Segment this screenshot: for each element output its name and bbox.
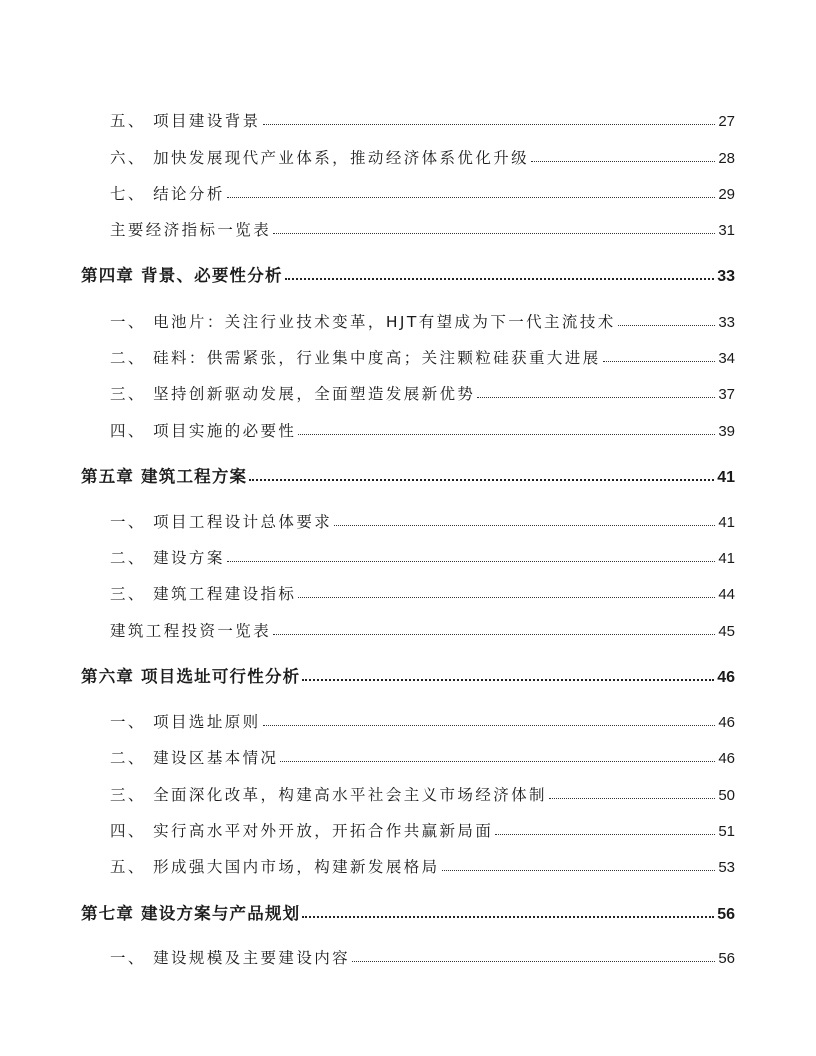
toc-chapter-7[interactable] <box>81 900 735 924</box>
toc-entry-innovation-driven[interactable] <box>110 382 735 404</box>
toc-entry-silicon-material[interactable] <box>110 346 735 368</box>
toc-page-number: 50 <box>718 787 735 804</box>
toc-page-number: 27 <box>718 113 735 130</box>
toc-entry-conclusion-analysis[interactable] <box>110 182 735 204</box>
dot-leader <box>302 915 714 918</box>
toc-page-number: 39 <box>718 423 735 440</box>
toc-entry-title: 一、 项目选址原则 <box>110 713 261 731</box>
toc-entry-title: 三、 全面深化改革，构建高水平社会主义市场经济体制 <box>110 786 547 804</box>
dot-leader <box>263 724 716 726</box>
toc-page-number: 53 <box>718 859 735 876</box>
toc-page-number: 34 <box>718 350 735 367</box>
toc-chapter-title: 第五章 建筑工程方案 <box>81 467 248 486</box>
toc-entry-construction-scale[interactable] <box>110 946 735 968</box>
dot-leader <box>334 524 715 526</box>
toc-page-number: 29 <box>718 186 735 203</box>
dot-leader <box>618 324 716 326</box>
toc-entry-title: 一、 电池片：关注行业技术变革，HJT有望成为下一代主流技术 <box>110 313 616 331</box>
toc-entry-title: 建筑工程投资一览表 <box>110 622 272 640</box>
dot-leader <box>273 232 715 234</box>
toc-page-number: 46 <box>718 714 735 731</box>
toc-chapter-title: 第六章 项目选址可行性分析 <box>81 667 301 686</box>
toc-entry-title: 六、 加快发展现代产业体系，推动经济体系优化升级 <box>110 149 530 167</box>
toc-entry-construction-investment-table[interactable] <box>110 619 735 641</box>
toc-entry-title: 四、 项目实施的必要性 <box>110 422 297 440</box>
dot-leader <box>549 797 715 799</box>
toc-page-number: 41 <box>718 550 735 567</box>
toc-chapter-5[interactable] <box>81 463 735 487</box>
dot-leader <box>298 433 715 435</box>
toc-entry-title: 三、 建筑工程建设指标 <box>110 585 297 603</box>
toc-page-number: 46 <box>718 750 735 767</box>
toc-entry-title: 一、 项目工程设计总体要求 <box>110 513 333 531</box>
toc-chapter-6[interactable] <box>81 663 735 687</box>
dot-leader <box>352 960 715 962</box>
toc-entry-project-background[interactable] <box>110 109 735 131</box>
toc-entry-title: 七、 结论分析 <box>110 185 225 203</box>
dot-leader <box>285 277 715 280</box>
dot-leader <box>495 833 715 835</box>
toc-page-number: 31 <box>718 222 735 239</box>
toc-entry-title: 二、 建设方案 <box>110 549 225 567</box>
dot-leader <box>227 560 716 562</box>
toc-page-number: 41 <box>718 514 735 531</box>
dot-leader <box>263 123 716 125</box>
dot-leader <box>302 678 714 681</box>
toc-entry-domestic-market[interactable] <box>110 855 735 877</box>
dot-leader <box>477 396 715 398</box>
toc-page-number: 33 <box>718 314 735 331</box>
toc-entry-area-basic-situation[interactable] <box>110 746 735 768</box>
dot-leader <box>249 478 714 481</box>
toc-entry-deepen-reform[interactable] <box>110 783 735 805</box>
toc-page-number: 28 <box>718 150 735 167</box>
dot-leader <box>442 869 716 871</box>
toc-page-number: 51 <box>718 823 735 840</box>
toc-entry-engineering-design-requirements[interactable] <box>110 510 735 532</box>
toc-page-number: 33 <box>717 268 735 285</box>
toc-entry-construction-plan[interactable] <box>110 546 735 568</box>
toc-entry-title: 二、 硅料：供需紧张，行业集中度高；关注颗粒硅获重大进展 <box>110 349 601 367</box>
toc-entry-opening-up[interactable] <box>110 819 735 841</box>
toc-page-number: 56 <box>718 950 735 967</box>
dot-leader <box>531 160 715 162</box>
toc-entry-title: 五、 形成强大国内市场，构建新发展格局 <box>110 858 440 876</box>
toc-entry-title: 四、 实行高水平对外开放，开拓合作共赢新局面 <box>110 822 494 840</box>
dot-leader <box>227 196 716 198</box>
toc-page-number: 46 <box>717 669 735 686</box>
toc-entry-title: 三、 坚持创新驱动发展，全面塑造发展新优势 <box>110 385 476 403</box>
toc-entry-economic-indicators-table[interactable] <box>110 218 735 240</box>
toc-entry-title: 二、 建设区基本情况 <box>110 749 279 767</box>
toc-entry-construction-indicators[interactable] <box>110 582 735 604</box>
toc-page-number: 41 <box>717 469 735 486</box>
toc-entry-modern-industry-system[interactable] <box>110 146 735 168</box>
toc-page-number: 44 <box>718 586 735 603</box>
dot-leader <box>603 360 716 362</box>
dot-leader <box>298 596 715 598</box>
toc-entry-site-selection-principles[interactable] <box>110 710 735 732</box>
toc-entry-title: 主要经济指标一览表 <box>110 221 272 239</box>
toc-chapter-title: 第四章 背景、必要性分析 <box>81 266 283 285</box>
toc-entry-battery-cells[interactable] <box>110 310 735 332</box>
toc-entry-title: 五、 项目建设背景 <box>110 112 261 130</box>
toc-entry-project-necessity[interactable] <box>110 419 735 441</box>
toc-page-number: 56 <box>717 906 735 923</box>
toc-page-number: 45 <box>718 623 735 640</box>
toc-page-number: 37 <box>718 386 735 403</box>
toc-entry-title: 一、 建设规模及主要建设内容 <box>110 949 351 967</box>
dot-leader <box>280 760 715 762</box>
toc-chapter-4[interactable] <box>81 262 735 286</box>
toc-chapter-title: 第七章 建设方案与产品规划 <box>81 904 301 923</box>
dot-leader <box>273 633 715 635</box>
